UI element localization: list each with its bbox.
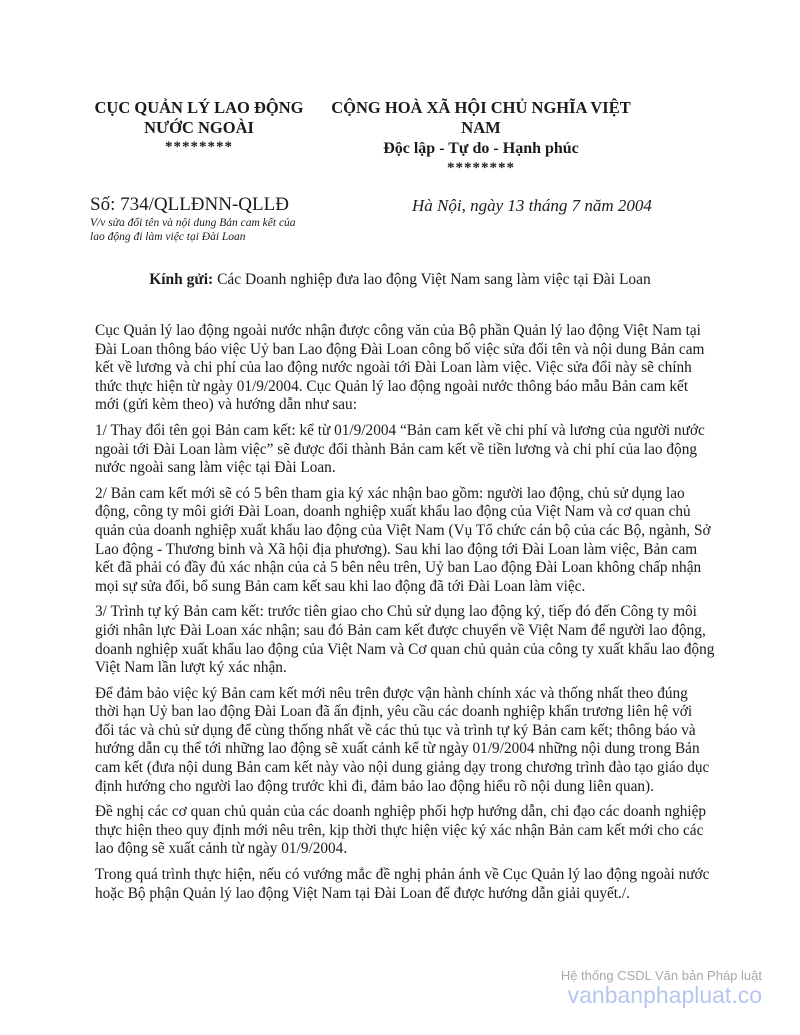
subject-note-line2: lao động đi làm việc tại Đài Loan <box>90 231 246 243</box>
paragraph-instruction: Để đảm bảo việc ký Bản cam kết mới nêu trên được vận hành chính xác và thống nhất theo đúng thời hạn Uỷ ban lao động Đài Loan đã ấn định, yêu cầu các doanh nghiệp khẩn trương liên hệ với đối tác và chủ sử dụng để cùng thống nhất về các thủ tục và trình tự ký Bản cam kết; thông báo và hướng dẫn cụ thể tới những lao động sẽ xuất cảnh kể từ ngày 01/9/2004 những nội dung trong Bản cam kết (đưa nội dung Bản cam kết này vào nội dung giảng dạy trong chương trình đào tạo giáo dục định hướng cho người lao động trước khi đi, đảm bảo lao động hiểu rõ nội dung liên quan). <box>95 684 710 795</box>
watermark-system-label: Hệ thống CSDL Văn bản Pháp luật <box>560 967 762 983</box>
salutation-label: Kính gửi: <box>149 271 214 288</box>
national-header-block <box>330 98 632 177</box>
paragraph-item-1: 1/ Thay đổi tên gọi Bản cam kết: kể từ 01/9/2004 “Bản cam kết về chi phí và lương của người nước ngoài tới Đài Loan làm việc” sẽ được đổi thành Bản cam kết về tiền lương và chi phí của lao động nước ngoài sang làm việc tại Đài Loan. <box>95 421 705 477</box>
document-number-block <box>90 193 342 244</box>
place-and-date: Hà Nội, ngày 13 tháng 7 năm 2004 <box>412 196 652 215</box>
national-title-line2: NAM <box>461 118 501 137</box>
paragraph-intro: Cục Quản lý lao động ngoài nước nhận được công văn của Bộ phần Quản lý lao động Việt Nam tại Đài Loan thông báo việc Uỷ ban Lao động Đài Loan công bố việc sửa đổi tên và nội dung Bản cam kết về lương và chi phí của lao động nước ngoài tới Đài Loan làm việc. Việc sửa đổi này sẽ chính thức thực hiện từ ngày 01/9/2004. Cục Quản lý lao động ngoài nước thông báo mẫu Bản cam kết mới (gửi kèm theo) và hướng dẫn như sau: <box>95 322 705 414</box>
watermark-site-name: vanbanphapluat.co <box>567 982 762 1009</box>
document-number: Số: 734/QLLĐNN-QLLĐ <box>90 194 289 215</box>
site-watermark <box>561 969 762 1009</box>
letterhead <box>90 98 800 177</box>
salutation-recipient: Các Doanh nghiệp đưa lao động Việt Nam sang làm việc tại Đài Loan <box>213 271 651 288</box>
paragraph-item-3: 3/ Trình tự ký Bản cam kết: trước tiên giao cho Chủ sử dụng lao động ký, tiếp đó đến Công ty môi giới nhân lực Đài Loan xác nhận; sau đó Bản cam kết được chuyển về Việt Nam để người lao động, doanh nghiệp xuất khẩu lao động của Việt Nam và Cơ quan chủ quản của công ty xuất khẩu lao động Việt Nam lần lượt ký xác nhận. <box>95 603 715 677</box>
document-body <box>95 322 715 903</box>
paragraph-item-2: 2/ Bản cam kết mới sẽ có 5 bên tham gia ký xác nhận bao gồm: người lao động, chủ sử dụng lao động, công ty môi giới Đài Loan, doanh nghiệp xuất khẩu lao động của Việt Nam và cơ quan chủ quản của doanh nghiệp xuất khẩu lao động của Việt Nam (Vụ Tổ chức cán bộ của các Bộ, ngành, Sở Lao động - Thương binh và Xã hội địa phương). Sau khi lao động tới Đài Loan làm việc, Bản cam kết đã phải có đầy đủ xác nhận của cả 5 bên nêu trên, Uỷ ban Lao động Đài Loan không chấp nhận mọi sự sửa đổi, bổ sung Bản cam kết sau khi lao động đã tới Đài Loan làm việc. <box>95 484 711 595</box>
issuing-agency-separator: ******** <box>165 139 233 155</box>
salutation-line <box>0 270 800 289</box>
issuing-agency-name-line2: NƯỚC NGOÀI <box>144 118 254 137</box>
issuing-agency-name-line1: CỤC QUẢN LÝ LAO ĐỘNG <box>94 98 304 117</box>
national-title-line1: CỘNG HOÀ XÃ HỘI CHỦ NGHĨA VIỆT <box>331 98 631 117</box>
subject-note-line1: V/v sửa đổi tên và nội dung Bản cam kết của <box>90 217 296 229</box>
national-separator: ******** <box>447 160 515 176</box>
reference-row <box>90 193 800 244</box>
paragraph-request: Đề nghị các cơ quan chủ quản của các doanh nghiệp phối hợp hướng dẫn, chi đạo các doanh nghiệp thực hiện theo quy định mới nêu trên, kịp thời thực hiện việc ký xác nhận Bản cam kết mới cho các lao động sẽ xuất cảnh từ ngày 01/9/2004. <box>95 803 707 858</box>
national-motto: Độc lập - Tự do - Hạnh phúc <box>383 140 579 157</box>
paragraph-closing: Trong quá trình thực hiện, nếu có vướng mắc đề nghị phản ánh về Cục Quản lý lao động ngoài nước hoặc Bộ phận Quản lý lao động Việt Nam tại Đài Loan để được hướng dẫn giải quyết./. <box>95 866 710 902</box>
issuing-agency-block <box>90 98 308 177</box>
